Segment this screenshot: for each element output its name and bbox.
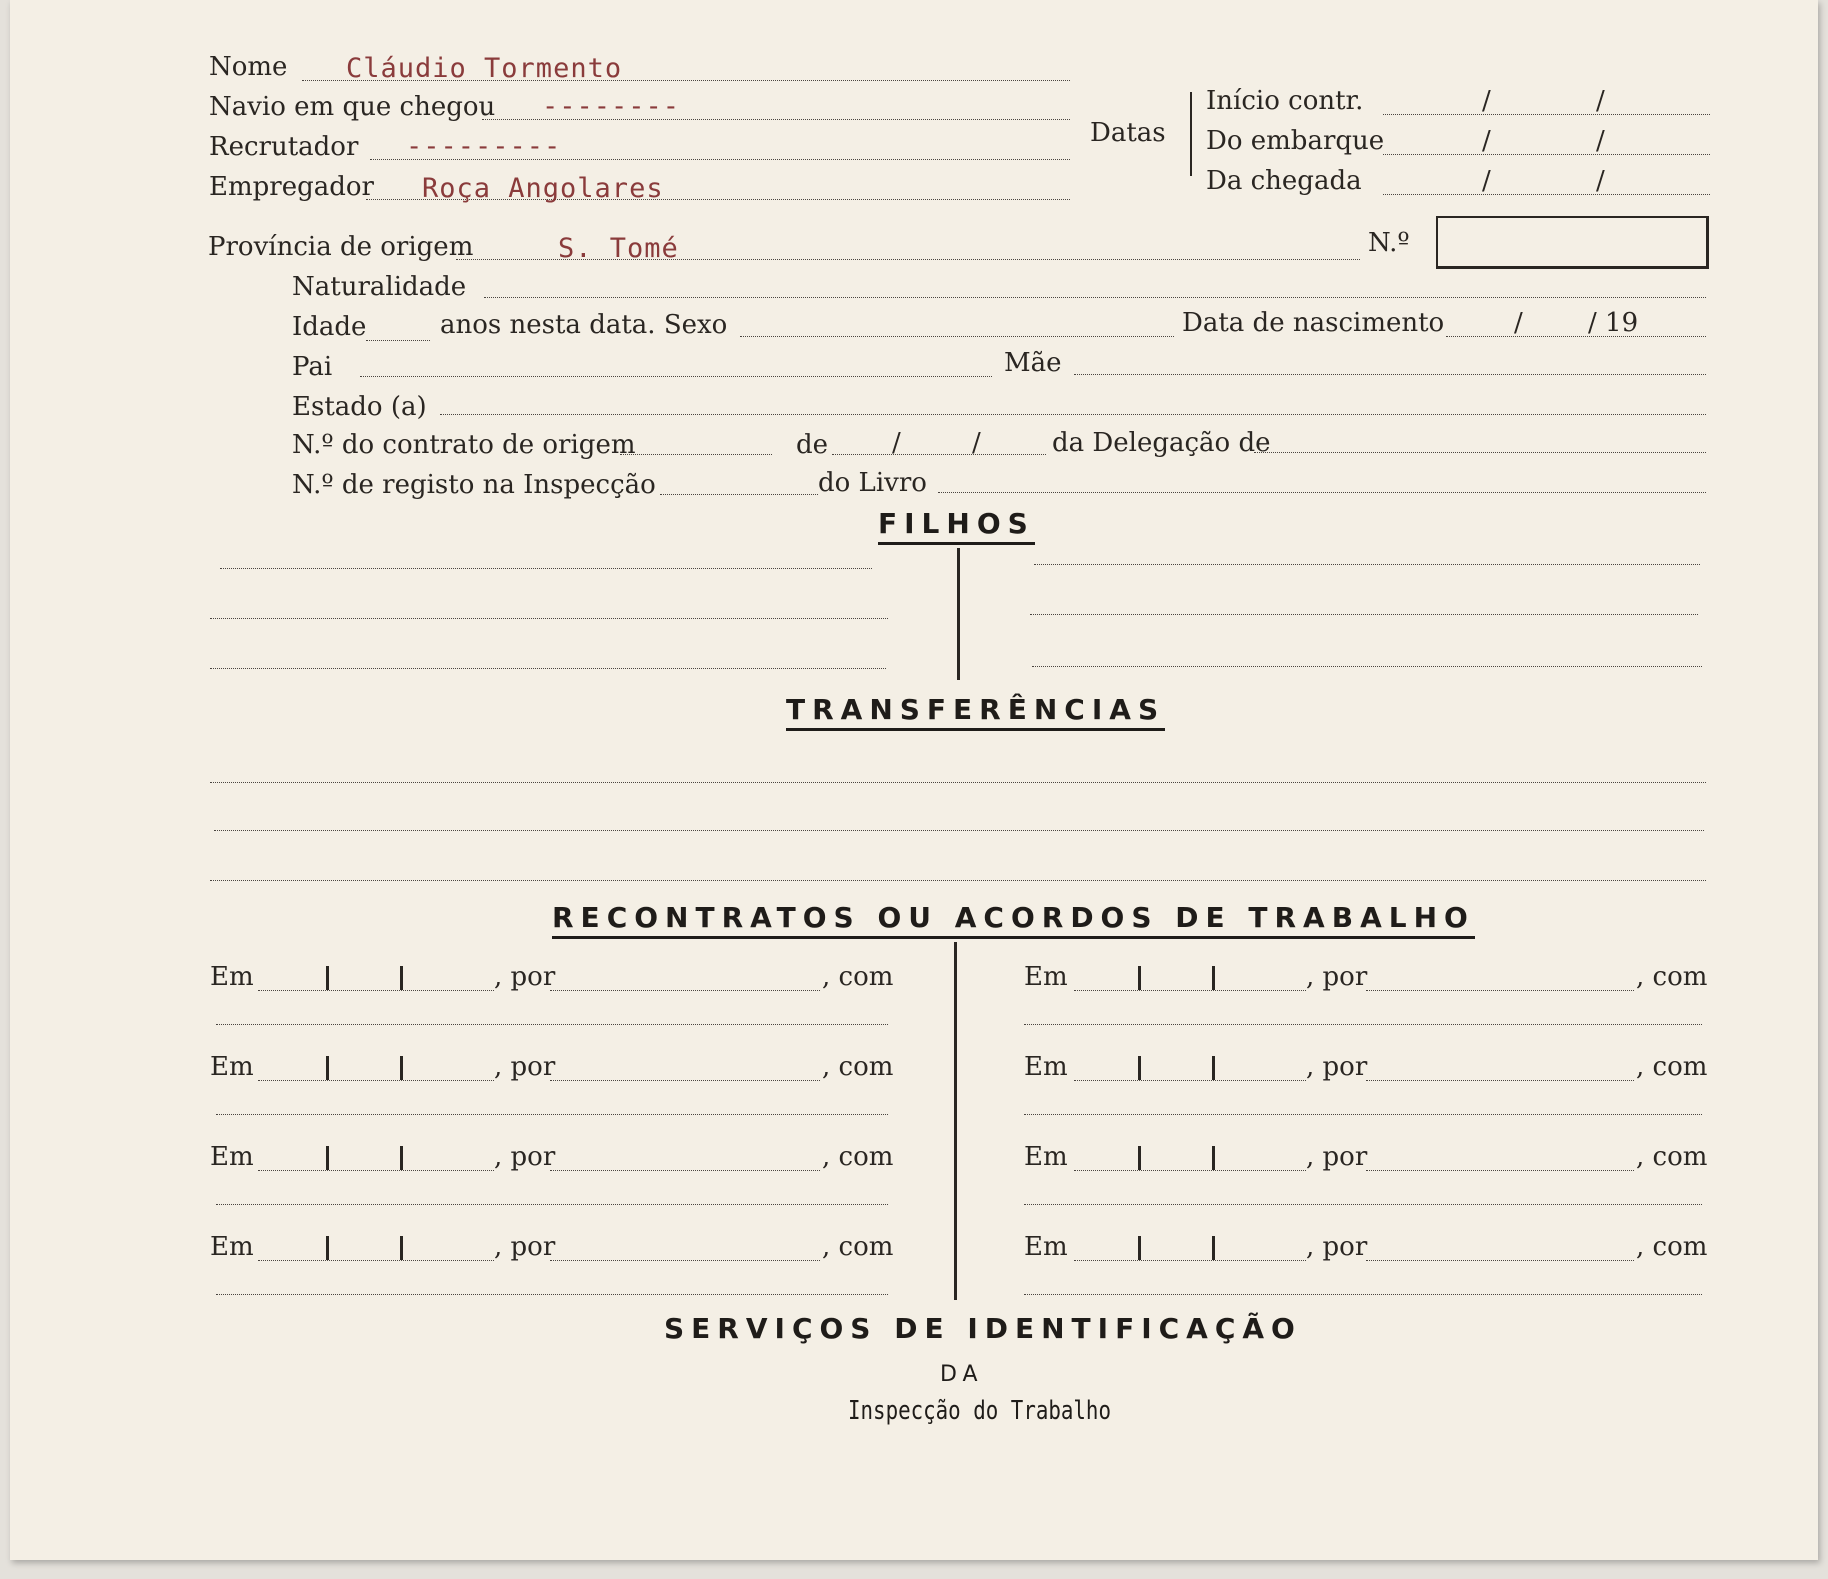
recontrato-com-line-right-4[interactable] xyxy=(1024,1294,1702,1295)
datas-label: Datas xyxy=(1090,118,1166,148)
inicio-contr-label: Início contr. xyxy=(1206,86,1364,116)
registration-card xyxy=(10,0,1818,1560)
recontrato-por-left-3: , por xyxy=(494,1142,556,1172)
recontrato-por-left-4: , por xyxy=(494,1232,556,1262)
recontrato-em-right-4: Em xyxy=(1024,1232,1068,1262)
recontrato-date-sep2-left-3 xyxy=(400,1146,403,1170)
transferencias-line-1 xyxy=(210,782,1706,783)
recontrato-por-line-right-4[interactable] xyxy=(1366,1260,1634,1261)
recrutador-value[interactable]: --------- xyxy=(406,131,562,162)
recontrato-em-left-2: Em xyxy=(210,1052,254,1082)
recontrato-com-left-1: , com xyxy=(822,962,894,992)
pai-line xyxy=(360,376,992,377)
recontrato-por-left-2: , por xyxy=(494,1052,556,1082)
recontrato-date-line-right-2[interactable] xyxy=(1074,1080,1306,1081)
estado-label: Estado (a) xyxy=(292,392,427,422)
recontrato-com-line-left-3[interactable] xyxy=(216,1204,888,1205)
filhos-heading: FILHOS xyxy=(878,508,1035,545)
naturalidade-line xyxy=(484,297,1706,298)
filhos-line-right-1 xyxy=(1034,564,1700,565)
filhos-line-right-2 xyxy=(1030,614,1698,615)
recontrato-com-line-left-4[interactable] xyxy=(216,1294,888,1295)
recontrato-date-sep1-right-2 xyxy=(1138,1056,1141,1080)
inicio-slash-1: / xyxy=(1482,86,1491,116)
filhos-line-left-3 xyxy=(210,668,886,669)
embarque-line xyxy=(1383,154,1710,155)
recontrato-por-line-left-1[interactable] xyxy=(550,990,820,991)
recontrato-em-right-3: Em xyxy=(1024,1142,1068,1172)
recontrato-date-sep1-right-1 xyxy=(1138,966,1141,990)
recontrato-date-line-left-1[interactable] xyxy=(258,990,494,991)
recontrato-com-right-4: , com xyxy=(1636,1232,1708,1262)
recontrato-date-sep1-left-3 xyxy=(326,1146,329,1170)
idade-line xyxy=(366,340,430,341)
recontrato-date-sep1-left-1 xyxy=(326,966,329,990)
mae-label: Mãe xyxy=(1004,348,1062,378)
transferencias-line-2 xyxy=(214,830,1704,831)
recontrato-date-sep1-left-2 xyxy=(326,1056,329,1080)
recontrato-date-sep1-left-4 xyxy=(326,1236,329,1260)
recontrato-por-right-4: , por xyxy=(1306,1232,1368,1262)
recontrato-date-sep2-right-4 xyxy=(1212,1236,1215,1260)
recontrato-com-left-3: , com xyxy=(822,1142,894,1172)
filhos-line-right-3 xyxy=(1032,666,1702,667)
chegada-line xyxy=(1383,194,1710,195)
recontrato-date-sep2-left-4 xyxy=(400,1236,403,1260)
chegada-label: Da chegada xyxy=(1206,166,1362,196)
recontrato-date-sep2-right-1 xyxy=(1212,966,1215,990)
recontrato-date-line-right-3[interactable] xyxy=(1074,1170,1306,1171)
recontrato-em-left-1: Em xyxy=(210,962,254,992)
recontrato-por-line-right-3[interactable] xyxy=(1366,1170,1634,1171)
recontrato-date-line-right-4[interactable] xyxy=(1074,1260,1306,1261)
recontrato-com-right-1: , com xyxy=(1636,962,1708,992)
provincia-value[interactable]: S. Tomé xyxy=(558,233,679,264)
livro-line xyxy=(938,492,1706,493)
recontrato-em-right-1: Em xyxy=(1024,962,1068,992)
recontrato-em-left-4: Em xyxy=(210,1232,254,1262)
transferencias-line-3 xyxy=(210,880,1706,881)
navio-label: Navio em que chegou xyxy=(209,92,496,122)
nascimento-year-prefix: / 19 xyxy=(1588,308,1639,338)
nome-label: Nome xyxy=(209,52,288,82)
recontrato-com-right-2: , com xyxy=(1636,1052,1708,1082)
recontrato-date-sep2-left-1 xyxy=(400,966,403,990)
recontratos-heading: RECONTRATOS OU ACORDOS DE TRABALHO xyxy=(552,902,1475,939)
recontrato-com-line-left-1[interactable] xyxy=(216,1024,888,1025)
inicio-slash-2: / xyxy=(1596,86,1605,116)
filhos-line-left-2 xyxy=(210,618,888,619)
footer-line-3: Inspecção do Trabalho xyxy=(848,1396,1111,1426)
de-slash-2: / xyxy=(972,428,981,458)
recontrato-date-sep2-left-2 xyxy=(400,1056,403,1080)
anos-sexo-label: anos nesta data. Sexo xyxy=(440,310,728,340)
contrato-line xyxy=(620,454,772,455)
recontrato-por-right-1: , por xyxy=(1306,962,1368,992)
nascimento-slash: / xyxy=(1514,308,1523,338)
empregador-value[interactable]: Roça Angolares xyxy=(422,173,664,204)
recontrato-por-line-left-4[interactable] xyxy=(550,1260,820,1261)
recontrato-date-sep2-right-2 xyxy=(1212,1056,1215,1080)
recrutador-label: Recrutador xyxy=(209,132,359,162)
recontrato-date-line-left-2[interactable] xyxy=(258,1080,494,1081)
de-label: de xyxy=(796,430,829,460)
recontrato-date-line-left-4[interactable] xyxy=(258,1260,494,1261)
de-slash-1: / xyxy=(892,428,901,458)
recontrato-em-left-3: Em xyxy=(210,1142,254,1172)
registo-line xyxy=(660,494,818,495)
embarque-slash-2: / xyxy=(1596,126,1605,156)
recontrato-por-line-right-1[interactable] xyxy=(1366,990,1634,991)
filhos-line-left-1 xyxy=(220,568,872,569)
nome-value[interactable]: Cláudio Tormento xyxy=(346,53,623,84)
nascimento-line xyxy=(1446,336,1706,337)
recontrato-por-left-1: , por xyxy=(494,962,556,992)
recontrato-date-sep1-right-3 xyxy=(1138,1146,1141,1170)
numero-label: N.º xyxy=(1368,228,1410,258)
delegacao-label: da Delegação de xyxy=(1052,428,1271,458)
recontratos-divider xyxy=(954,942,957,1300)
registo-label: N.º de registo na Inspecção xyxy=(292,470,656,500)
recontrato-date-sep2-right-3 xyxy=(1212,1146,1215,1170)
naturalidade-label: Naturalidade xyxy=(292,272,467,302)
recontrato-por-right-2: , por xyxy=(1306,1052,1368,1082)
recontrato-com-right-3: , com xyxy=(1636,1142,1708,1172)
recontrato-date-line-left-3[interactable] xyxy=(258,1170,494,1171)
nascimento-label: Data de nascimento xyxy=(1182,308,1445,338)
navio-value[interactable]: -------- xyxy=(542,91,681,122)
recontrato-com-line-left-2[interactable] xyxy=(216,1114,888,1115)
pai-label: Pai xyxy=(292,352,333,382)
recontrato-por-line-left-3[interactable] xyxy=(550,1170,820,1171)
contrato-label: N.º do contrato de origem xyxy=(292,430,636,460)
empregador-label: Empregador xyxy=(209,172,374,202)
recontrato-com-line-right-2[interactable] xyxy=(1024,1114,1702,1115)
delegacao-line xyxy=(1254,452,1706,453)
recontrato-com-left-4: , com xyxy=(822,1232,894,1262)
filhos-divider xyxy=(957,548,960,680)
embarque-slash-1: / xyxy=(1482,126,1491,156)
datas-brace xyxy=(1190,92,1192,176)
recontrato-por-right-3: , por xyxy=(1306,1142,1368,1172)
recontrato-date-line-right-1[interactable] xyxy=(1074,990,1306,991)
sexo-line xyxy=(740,336,1174,337)
provincia-label: Província de origem xyxy=(208,232,474,262)
mae-line xyxy=(1074,374,1706,375)
recontrato-com-line-right-1[interactable] xyxy=(1024,1024,1702,1025)
recontrato-date-sep1-right-4 xyxy=(1138,1236,1141,1260)
recontrato-por-line-right-2[interactable] xyxy=(1366,1080,1634,1081)
footer-line-2: DA xyxy=(940,1362,984,1387)
embarque-label: Do embarque xyxy=(1206,126,1385,156)
livro-label: do Livro xyxy=(818,468,927,498)
de-date-line xyxy=(832,454,1046,455)
recontrato-por-line-left-2[interactable] xyxy=(550,1080,820,1081)
recontrato-em-right-2: Em xyxy=(1024,1052,1068,1082)
estado-line xyxy=(440,414,1706,415)
recontrato-com-left-2: , com xyxy=(822,1052,894,1082)
transferencias-heading: TRANSFERÊNCIAS xyxy=(786,694,1165,731)
chegada-slash-2: / xyxy=(1596,166,1605,196)
idade-label: Idade xyxy=(292,312,367,342)
footer-line-1: SERVIÇOS DE IDENTIFICAÇÃO xyxy=(664,1312,1302,1345)
numero-box[interactable] xyxy=(1436,216,1709,269)
inicio-contr-line xyxy=(1383,114,1710,115)
chegada-slash-1: / xyxy=(1482,166,1491,196)
recontrato-com-line-right-3[interactable] xyxy=(1024,1204,1702,1205)
